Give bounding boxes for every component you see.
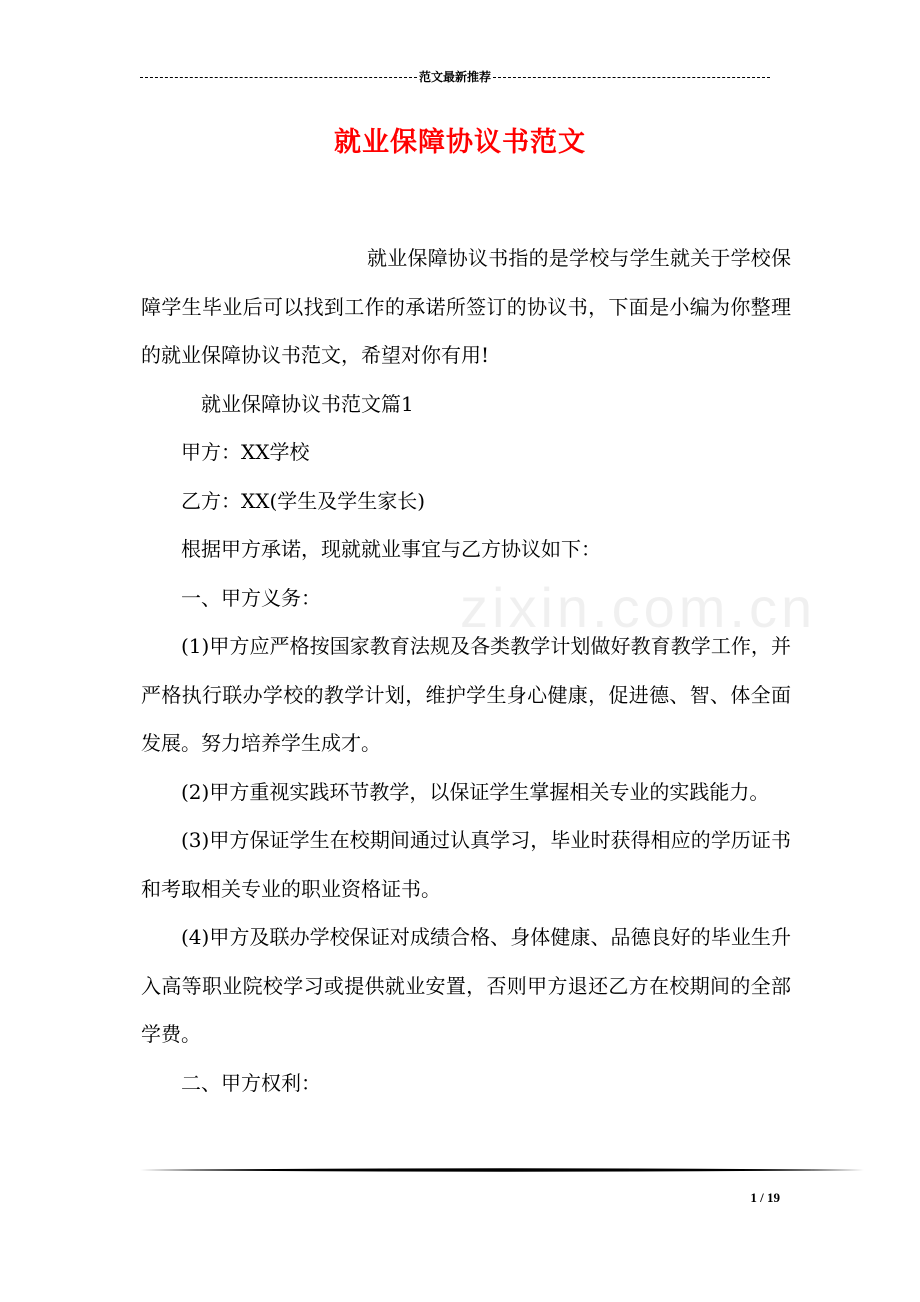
footer-rule <box>140 1166 864 1174</box>
clause-heading-rights: 二、甲方权利： <box>181 1070 321 1095</box>
clause-item-2: (2)甲方重视实践环节教学，以保证学生掌握相关专业的实践能力。 <box>181 779 770 804</box>
intro-paragraph: 就业保障协议书指的是学校与学生就关于学校保障学生毕业后可以找到工作的承诺所签订的协议书，下面是小编为你整理的就业保障协议书范文，希望对你有用! <box>141 246 791 367</box>
section-heading: 就业保障协议书范文篇1 <box>201 391 414 416</box>
header-dash-right <box>493 77 770 78</box>
party-b: 乙方：XX(学生及学生家长) <box>181 488 426 513</box>
header-dash-left <box>140 77 417 78</box>
watermark: zixin.com.cn <box>460 576 817 639</box>
clause-item-3: (3)甲方保证学生在校期间通过认真学习，毕业时获得相应的学历证书和考取相关专业的职业资格证书。 <box>141 828 791 901</box>
party-a: 甲方：XX学校 <box>181 440 310 464</box>
document-body <box>141 234 791 1107</box>
header-label: 范文最新推荐 <box>419 69 492 84</box>
agreement-preamble: 根据甲方承诺，现就就业事宜与乙方协议如下： <box>181 537 601 561</box>
clause-item-1: (1)甲方应严格按国家教育法规及各类教学计划做好教育教学工作，并严格执行联办学校的教学计划，维护学生身心健康，促进德、智、体全面发展。努力培养学生成才。 <box>141 634 791 755</box>
page-number: 1 / 19 <box>750 1190 780 1205</box>
clause-item-4: (4)甲方及联办学校保证对成绩合格、身体健康、品德良好的毕业生升入高等职业院校学习或提供就业安置，否则甲方退还乙方在校期间的全部学费。 <box>141 925 791 1046</box>
document-title: 就业保障协议书范文 <box>334 127 586 158</box>
clause-heading-obligations: 一、甲方义务： <box>181 585 321 610</box>
page-header <box>140 66 770 86</box>
